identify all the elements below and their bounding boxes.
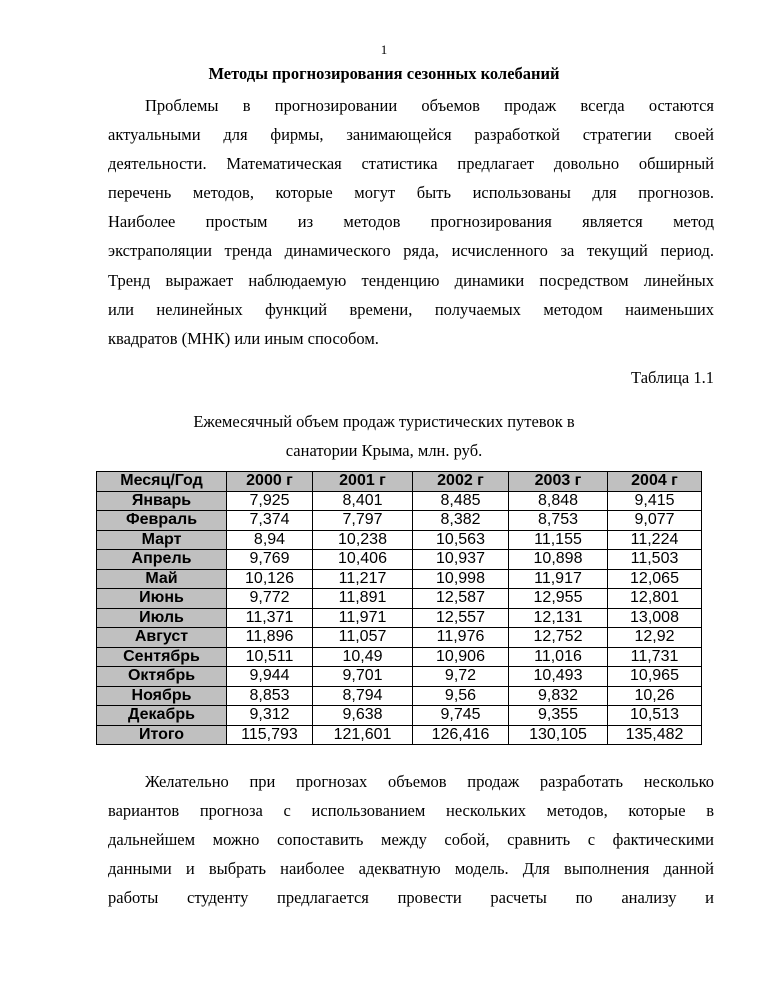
- document-title: Методы прогнозирования сезонных колебаний: [208, 64, 560, 83]
- table-row: [97, 725, 702, 745]
- value-cell: 9,944: [227, 667, 313, 687]
- value-cell: 135,482: [608, 725, 702, 745]
- column-header: 2003 г: [509, 472, 608, 492]
- month-cell: Апрель: [97, 550, 227, 570]
- value-cell: 10,238: [313, 530, 413, 550]
- value-cell: 8,848: [509, 491, 608, 511]
- intro-paragraph: [108, 91, 714, 353]
- table-body: [97, 491, 702, 745]
- value-cell: 9,769: [227, 550, 313, 570]
- paragraph-line: Тренд выражает наблюдаемую тенденцию динамики посредством линейных: [108, 270, 714, 290]
- value-cell: 9,312: [227, 706, 313, 726]
- column-header: 2000 г: [227, 472, 313, 492]
- value-cell: 9,745: [413, 706, 509, 726]
- table-caption-line-1: Ежемесячный объем продаж туристических путевок в: [193, 412, 575, 431]
- value-cell: 11,976: [413, 628, 509, 648]
- paragraph-line: Желательно при прогнозах объемов продаж разработать несколько: [145, 772, 714, 791]
- value-cell: 12,955: [509, 589, 608, 609]
- value-cell: 10,513: [608, 706, 702, 726]
- value-cell: 9,415: [608, 491, 702, 511]
- value-cell: 10,563: [413, 530, 509, 550]
- paragraph-line: перечень методов, которые могут быть использованы для прогнозов.: [108, 183, 714, 203]
- value-cell: 7,374: [227, 511, 313, 531]
- table-row: [97, 608, 702, 628]
- value-cell: 10,998: [413, 569, 509, 589]
- value-cell: 11,503: [608, 550, 702, 570]
- value-cell: 12,131: [509, 608, 608, 628]
- value-cell: 12,92: [608, 628, 702, 648]
- value-cell: 10,493: [509, 667, 608, 687]
- value-cell: 11,016: [509, 647, 608, 667]
- value-cell: 11,891: [313, 589, 413, 609]
- paragraph-line: или нелинейных функций времени, получаемых методом наименьших: [108, 299, 714, 319]
- value-cell: 10,898: [509, 550, 608, 570]
- value-cell: 8,853: [227, 686, 313, 706]
- value-cell: 11,155: [509, 530, 608, 550]
- paragraph-line: дальнейшем можно сопоставить между собой, сравнить с фактическими: [108, 830, 714, 850]
- value-cell: 7,925: [227, 491, 313, 511]
- column-header: 2002 г: [413, 472, 509, 492]
- value-cell: 9,56: [413, 686, 509, 706]
- month-cell: Июнь: [97, 589, 227, 609]
- value-cell: 9,355: [509, 706, 608, 726]
- value-cell: 9,701: [313, 667, 413, 687]
- value-cell: 7,797: [313, 511, 413, 531]
- table-row: [97, 530, 702, 550]
- month-cell: Март: [97, 530, 227, 550]
- table-row: [97, 647, 702, 667]
- value-cell: 121,601: [313, 725, 413, 745]
- month-cell: Декабрь: [97, 706, 227, 726]
- paragraph-line: деятельности. Математическая статистика предлагает довольно обширный: [108, 154, 714, 174]
- value-cell: 10,511: [227, 647, 313, 667]
- paragraph-line: экстраполяции тренда динамического ряда, исчисленного за текущий период.: [108, 241, 714, 261]
- table-label: Таблица 1.1: [631, 368, 714, 387]
- value-cell: 126,416: [413, 725, 509, 745]
- value-cell: 10,965: [608, 667, 702, 687]
- month-cell: Январь: [97, 491, 227, 511]
- value-cell: 10,26: [608, 686, 702, 706]
- month-cell: Июль: [97, 608, 227, 628]
- column-header: 2004 г: [608, 472, 702, 492]
- value-cell: 8,401: [313, 491, 413, 511]
- paragraph-line: Проблемы в прогнозировании объемов продаж всегда остаются: [145, 96, 714, 115]
- value-cell: 10,906: [413, 647, 509, 667]
- value-cell: 10,49: [313, 647, 413, 667]
- value-cell: 9,077: [608, 511, 702, 531]
- month-cell: Февраль: [97, 511, 227, 531]
- page-number: 1: [380, 42, 388, 57]
- value-cell: 11,057: [313, 628, 413, 648]
- table-row: [97, 686, 702, 706]
- value-cell: 9,72: [413, 667, 509, 687]
- value-cell: 8,794: [313, 686, 413, 706]
- column-header: 2001 г: [313, 472, 413, 492]
- value-cell: 12,065: [608, 569, 702, 589]
- table-row: [97, 589, 702, 609]
- value-cell: 10,406: [313, 550, 413, 570]
- month-cell: Сентябрь: [97, 647, 227, 667]
- table-row: [97, 628, 702, 648]
- value-cell: 12,557: [413, 608, 509, 628]
- value-cell: 12,587: [413, 589, 509, 609]
- table-row: [97, 569, 702, 589]
- value-cell: 9,638: [313, 706, 413, 726]
- paragraph-line: данными и выбрать наиболее адекватную модель. Для выполнения данной: [108, 859, 714, 879]
- table-row: [97, 511, 702, 531]
- value-cell: 12,801: [608, 589, 702, 609]
- value-cell: 9,772: [227, 589, 313, 609]
- value-cell: 11,896: [227, 628, 313, 648]
- table-row: [97, 491, 702, 511]
- value-cell: 11,371: [227, 608, 313, 628]
- value-cell: 8,753: [509, 511, 608, 531]
- month-cell: Май: [97, 569, 227, 589]
- value-cell: 8,382: [413, 511, 509, 531]
- value-cell: 12,752: [509, 628, 608, 648]
- value-cell: 8,485: [413, 491, 509, 511]
- month-cell: Октябрь: [97, 667, 227, 687]
- value-cell: 11,731: [608, 647, 702, 667]
- table-row: [97, 667, 702, 687]
- table-row: [97, 706, 702, 726]
- column-header: Месяц/Год: [97, 472, 227, 492]
- value-cell: 115,793: [227, 725, 313, 745]
- value-cell: 10,126: [227, 569, 313, 589]
- closing-paragraph: [108, 767, 714, 912]
- table-caption-line-2: санатории Крыма, млн. руб.: [285, 441, 483, 460]
- month-cell: Ноябрь: [97, 686, 227, 706]
- value-cell: 10,937: [413, 550, 509, 570]
- value-cell: 11,971: [313, 608, 413, 628]
- value-cell: 9,832: [509, 686, 608, 706]
- value-cell: 11,917: [509, 569, 608, 589]
- paragraph-line: работы студенту предлагается провести расчеты по анализу и: [108, 888, 714, 908]
- table-row: [97, 550, 702, 570]
- month-cell: Август: [97, 628, 227, 648]
- paragraph-line: актуальными для фирмы, занимающейся разработкой стратегии своей: [108, 125, 714, 145]
- paragraph-line: Наиболее простым из методов прогнозирования является метод: [108, 212, 714, 232]
- value-cell: 11,217: [313, 569, 413, 589]
- value-cell: 8,94: [227, 530, 313, 550]
- paragraph-line: квадратов (МНК) или иным способом.: [108, 328, 379, 348]
- month-cell: Итого: [97, 725, 227, 745]
- value-cell: 130,105: [509, 725, 608, 745]
- paragraph-line: вариантов прогноза с использованием нескольких методов, которые в: [108, 801, 714, 821]
- table-header-row: [97, 472, 702, 492]
- value-cell: 13,008: [608, 608, 702, 628]
- value-cell: 11,224: [608, 530, 702, 550]
- sales-table: [96, 471, 702, 745]
